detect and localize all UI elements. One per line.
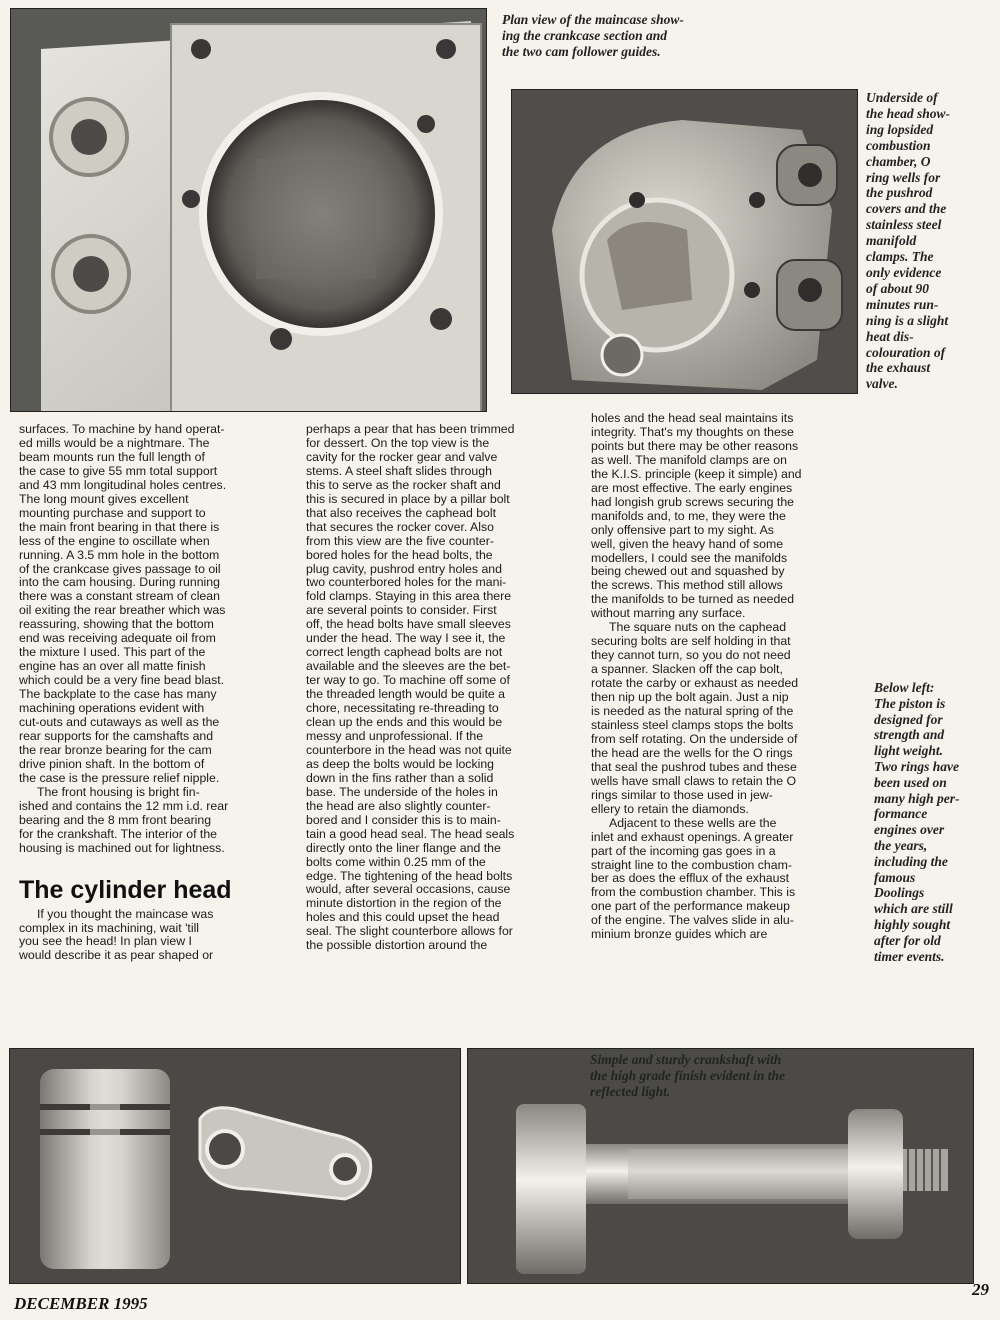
col3-paragraph-1: holes and the head seal maintains its integrity. That's my thoughts on these points but there may be other reasons as well. The manifold clamps are on the K.I.S. principle (keep it simple) and are most effective. The early engines had longish grub screws securing the manifolds and, to me, they were the only offensive part to my sight. As well, given the heavy hand of some modellers, I could see the manifolds being chewed out and squashed by the screws. This method still allows the manifolds to be turned as needed without marring any surface. xyxy=(591,411,802,621)
text-column-1 xyxy=(19,423,299,963)
crankshaft-caption: Simple and sturdy crankshaft with the high grade finish evident in the reflected light. xyxy=(590,1052,786,1099)
col3-paragraph-3: Adjacent to these wells are the inlet and exhaust openings. A greater part of the incoming gas goes in a straight line to the combustion cham- ber as does the efflux of the exhaust from the combustion chamber. This is one part of the performance makeup of the engine. The valves slide in alu- minium bronze guides which are xyxy=(591,815,796,942)
maincase-photo xyxy=(10,8,487,412)
issue-date: DECEMBER 1995 xyxy=(14,1294,148,1313)
col1-paragraph-2: The front housing is bright fin- ished and contains the 12 mm i.d. rear bearing and the 8 mm front bearing for the crankshaft. The interior of the housing is machined out for lightness. xyxy=(19,784,229,855)
piston-caption: Below left: The piston is designed for strength and light weight. Two rings have been used on many high per- formance engines over the years, including the famous Doolings which are still highly sought after for old timer events. xyxy=(874,680,960,964)
col3-paragraph-2: The square nuts on the caphead securing bolts are self holding in that they cannot turn, so you do not need a spanner. Slacken off the cap bolt, rotate the carby or exhaust as needed then nip up the bolt again. Just a nip is needed as the natural spring of the stainless steel clamps stops the bolts from self rotating. On the underside of the head are the wells for the O rings that seal the pushrod tubes and these wells have small claws to retain the O rings similar to those used in jew- ellery to retain the diamonds. xyxy=(591,620,799,816)
page-number: 29 xyxy=(972,1280,989,1299)
text-column-2 xyxy=(306,423,586,953)
piston-photo xyxy=(9,1048,461,1284)
head-illustration xyxy=(512,90,858,394)
col1-paragraph-3: If you thought the maincase was complex in its machining, wait 'till you see the head! In plan view I would describe it as pear shaped or xyxy=(19,906,214,963)
cylinder-head-photo xyxy=(511,89,858,394)
col2-paragraph-1: perhaps a pear that has been trimmed for dessert. On the top view is the cavity for the rocker gear and valve stems. A steel shaft slides through this to serve as the rocker shaft and this is secured in place by a pillar bolt that also receives the caphead bolt that secures the rocker cover. Also from this view are the five counter- bored holes for the head bolts, the plug cavity, pushrod entry holes and two counterbored holes for the mani- fold clamps. Staying in this area there are several points to consider. First off, the head bolts have small sleeves under the head. The way I see it, the correct length caphead bolts are not available and the sleeves are the bet- ter way to go. To machine off some of the threaded length would be quite a chore, necessitating re-threading to clean up the ends and this would be messy and unprofessional. If the counterbore in the head was not quite as deep the bolts would be locking down in the fins rather than a solid base. The underside of the holes in the head are also slightly counter- bored and I consider this is to main- tain a good head seal. The head seals directly onto the liner flange and the bolts come within 0.25 mm of the edge. The tightening of the head bolts would, after several occasions, cause minute distortion in the region of the holes and this could upset the head seal. The slight counterbore allows for the possible distortion around the xyxy=(306,422,515,953)
col1-paragraph-1: surfaces. To machine by hand operat- ed mills would be a nightmare. The beam mounts run the full length of the case to give 55 mm total support and 43 mm longitudinal holes centres. The long mount gives excellent mounting purchase and support to the main front bearing in that there is less of the engine to oscillate when running. A 3.5 mm hole in the bottom of the crankcase gives passage to oil into the cam housing. During running there was a constant stream of clean oil exiting the rear breather which was reassuring, showing that the bottom end was receiving adequate oil from the mixture I used. This part of the engine has an over all matte finish which could be a very fine bead blast. The backplate to the case has many machining operations evident with cut-outs and cutaways as well as the rear supports for the camshafts and the rear bronze bearing for the cam drive pinion shaft. In the bottom of the case is the pressure relief nipple. xyxy=(19,422,227,785)
head-caption: Underside of the head show- ing lopsided combustion chamber, O ring wells for the pushrod covers and the stainless steel manifold clamps. The only evidence of about 90 minutes run- ning is a slight heat dis- colouration of the exhaust valve. xyxy=(866,90,951,392)
piston-illustration xyxy=(10,1049,461,1284)
text-column-3 xyxy=(591,412,871,942)
maincase-illustration xyxy=(11,9,487,412)
maincase-caption: Plan view of the maincase show- ing the crankcase section and the two cam follower guides. xyxy=(502,12,684,59)
cylinder-head-heading: The cylinder head xyxy=(19,875,232,904)
